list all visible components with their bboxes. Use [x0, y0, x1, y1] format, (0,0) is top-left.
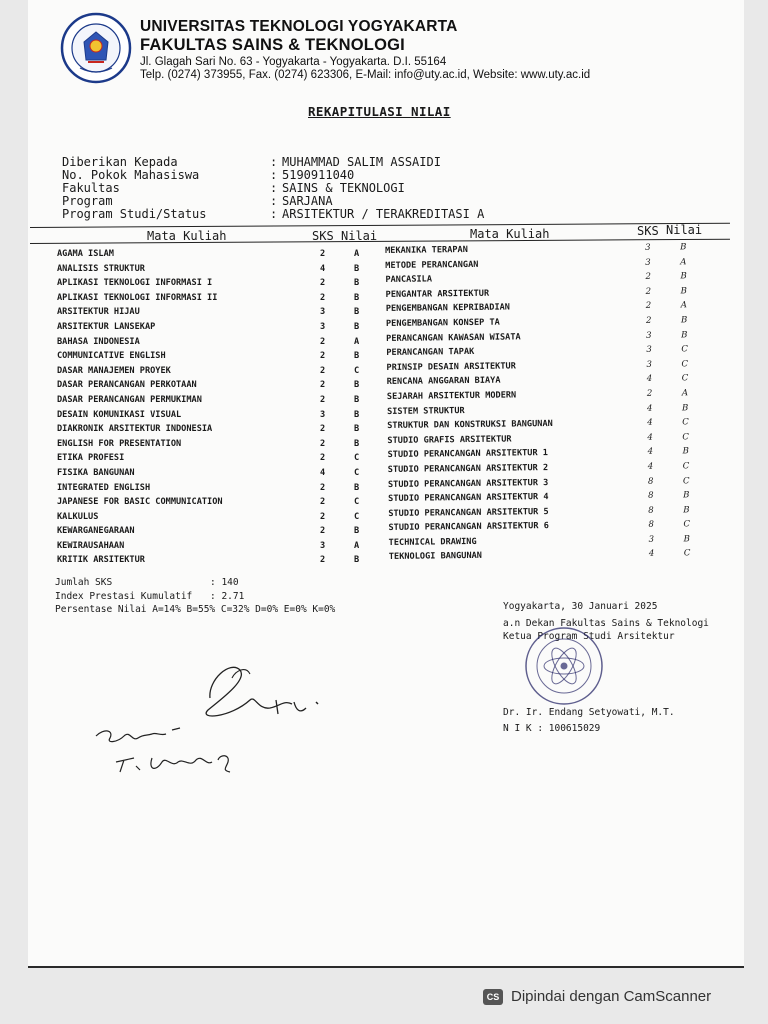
course-grade: B [354, 263, 360, 274]
info-separator: : [270, 207, 278, 221]
course-name: KEWARGANEGARAAN [57, 526, 135, 537]
course-sks: 2 [320, 424, 326, 435]
course-grade: C [681, 344, 688, 355]
course-row [57, 481, 377, 496]
info-value: MUHAMMAD SALIM ASSAIDI [282, 155, 441, 169]
course-grade: C [683, 519, 691, 530]
course-grade: B [354, 482, 360, 493]
course-grade: C [682, 461, 690, 472]
header-sks-left: SKS [312, 229, 334, 243]
course-grade: B [354, 292, 360, 303]
course-grade: C [681, 373, 689, 384]
course-sks: 2 [645, 271, 651, 283]
course-grade: C [681, 359, 689, 370]
course-sks: 2 [320, 249, 326, 259]
course-name: KEWIRAUSAHAAN [57, 540, 125, 551]
course-grade: C [354, 453, 360, 464]
course-grade: A [354, 540, 360, 551]
course-grade: B [354, 278, 360, 289]
course-sks: 3 [646, 330, 652, 341]
course-name: STUDIO PERANCANGAN ARSITEKTUR 4 [388, 492, 549, 505]
info-label: Fakultas [62, 181, 120, 195]
course-row [57, 553, 377, 568]
info-label: Diberikan Kepada [62, 155, 178, 169]
info-separator: : [270, 168, 278, 182]
info-value: ARSITEKTUR / TERAKREDITASI A [282, 207, 485, 221]
officer-nik: N I K : 100615029 [503, 723, 601, 734]
course-grade: B [354, 555, 360, 566]
course-name: STUDIO PERANCANGAN ARSITEKTUR 5 [388, 506, 549, 519]
course-row [57, 539, 377, 554]
summary-label: Index Prestasi Kumulatif [55, 590, 193, 602]
course-row [57, 495, 377, 510]
course-grade: B [354, 321, 360, 332]
course-sks: 4 [646, 374, 653, 385]
course-name: ENGLISH FOR PRESENTATION [57, 438, 182, 449]
university-logo-icon [60, 12, 132, 84]
course-name: SISTEM STRUKTUR [386, 405, 465, 417]
course-grade: B [680, 286, 687, 297]
course-sks: 4 [646, 403, 653, 414]
course-grade: B [680, 242, 687, 253]
course-name: INTEGRATED ENGLISH [57, 482, 151, 493]
document-title: REKAPITULASI NILAI [308, 104, 451, 119]
contact-line: Telp. (0274) 373955, Fax. (0274) 623306, E-Mail: info@uty.ac.id, Website: www.uty.ac.id [140, 69, 591, 81]
course-grade: B [354, 307, 360, 318]
course-name: MEKANIKA TERAPAN [385, 244, 468, 256]
course-name: STUDIO PERANCANGAN ARSITEKTUR 2 [387, 462, 549, 475]
course-sks: 4 [647, 447, 654, 458]
course-name: RENCANA ANGGARAN BIAYA [386, 375, 501, 388]
info-value: SAINS & TEKNOLOGI [282, 181, 405, 195]
course-grade: B [683, 504, 690, 516]
course-row [57, 510, 377, 525]
course-row [57, 437, 377, 452]
course-sks: 8 [648, 520, 654, 531]
course-sks: 4 [647, 417, 653, 428]
course-grade: C [354, 511, 360, 522]
course-name: TEKNOLOGI BANGUNAN [388, 551, 483, 563]
info-separator: : [270, 181, 278, 195]
course-sks: 3 [320, 540, 326, 551]
info-label: Program [62, 194, 113, 208]
course-row [57, 364, 377, 379]
course-sks: 2 [320, 278, 326, 289]
course-name: FISIKA BANGUNAN [57, 467, 135, 478]
course-row [57, 466, 377, 481]
course-name: SEJARAH ARSITEKTUR MODERN [386, 390, 517, 402]
course-name: PERANCANGAN KAWASAN WISATA [386, 331, 521, 344]
course-sks: 4 [320, 467, 326, 478]
course-name: KALKULUS [57, 511, 99, 522]
address: Jl. Glagah Sari No. 63 - Yogyakarta - Yogyakarta. D.I. 55164 [140, 56, 447, 68]
course-name: PENGEMBANGAN KONSEP TA [385, 317, 500, 329]
course-name: PRINSIP DESAIN ARSITEKTUR [386, 361, 516, 373]
course-grade: B [683, 534, 691, 545]
course-name: APLIKASI TEKNOLOGI INFORMASI I [57, 278, 213, 289]
watermark-text: Dipindai dengan CamScanner [511, 988, 712, 1005]
course-name: STUDIO PERANCANGAN ARSITEKTUR 1 [387, 448, 549, 461]
info-value: 5190911040 [282, 168, 355, 182]
course-sks: 8 [648, 505, 654, 516]
summary-value: : 140 [210, 577, 239, 588]
course-row [57, 276, 377, 291]
info-row [62, 208, 484, 221]
student-info [62, 156, 484, 221]
header-grade-right: Nilai [666, 223, 703, 237]
course-grade: A [681, 388, 689, 399]
course-grade: B [680, 315, 688, 326]
course-sks: 2 [320, 511, 326, 522]
summary-row [55, 590, 335, 604]
course-column-right [385, 240, 719, 565]
place-date: Yogyakarta, 30 Januari 2025 [503, 601, 658, 612]
officer-name: Dr. Ir. Endang Setyowati, M.T. [503, 707, 675, 718]
course-grade: B [354, 526, 360, 537]
course-grade: B [682, 446, 689, 457]
course-sks: 2 [645, 301, 652, 312]
course-sks: 3 [646, 359, 653, 370]
scanner-watermark [483, 988, 711, 1005]
course-sks: 2 [320, 394, 326, 405]
course-name: STUDIO GRAFIS ARSITEKTUR [387, 434, 512, 446]
course-grade: A [680, 300, 688, 311]
course-grade: B [680, 271, 687, 282]
course-grade: C [683, 548, 691, 559]
course-row [57, 349, 377, 364]
summary-value: : 2.71 [210, 590, 245, 602]
course-grade: B [354, 380, 360, 391]
course-sks: 4 [647, 461, 654, 472]
course-name: DIAKRONIK ARSITEKTUR INDONESIA [57, 424, 213, 435]
course-name: STUDIO PERANCANGAN ARSITEKTUR 6 [388, 521, 549, 534]
course-sks: 3 [648, 534, 655, 545]
course-name: ARSITEKTUR HIJAU [57, 307, 140, 318]
course-sks: 2 [320, 336, 326, 347]
course-sks: 4 [648, 549, 655, 560]
percentage-text: Persentase Nilai A=14% B=55% C=32% D=0% E=0% K=0% [55, 604, 336, 615]
summary [55, 576, 335, 617]
course-sks: 2 [320, 365, 326, 376]
course-row [57, 524, 377, 539]
course-grade: B [354, 424, 360, 435]
course-row [57, 320, 377, 335]
course-grade: A [680, 256, 687, 267]
camscanner-icon: CS [483, 989, 503, 1005]
course-sks: 3 [645, 242, 651, 253]
info-value: SARJANA [282, 194, 333, 208]
course-row [57, 335, 377, 350]
info-separator: : [270, 155, 278, 169]
course-name: AGAMA ISLAM [57, 249, 114, 259]
course-sks: 8 [648, 490, 654, 501]
course-sks: 2 [645, 286, 652, 297]
course-sks: 3 [320, 307, 326, 318]
sheet-edge [28, 966, 744, 968]
course-row [57, 305, 377, 320]
course-sks: 8 [647, 476, 654, 487]
course-grade: A [354, 249, 360, 259]
course-sks: 4 [647, 432, 653, 443]
signatory-line-2: Ketua Program Studi Arsitektur [503, 631, 675, 642]
course-name: ANALISIS STRUKTUR [57, 263, 145, 274]
course-grade: B [681, 402, 689, 413]
course-name: PENGEMBANGAN KEPRIBADIAN [385, 302, 511, 315]
faculty-stamp-icon [512, 624, 622, 708]
summary-label: Jumlah SKS [55, 577, 113, 588]
course-row [57, 247, 377, 262]
course-grade: B [354, 351, 360, 362]
course-row [57, 393, 377, 408]
course-row [57, 378, 377, 393]
course-grade: C [682, 432, 690, 443]
course-name: DASAR PERANCANGAN PERMUKIMAN [57, 394, 202, 405]
course-name: TECHNICAL DRAWING [388, 536, 477, 548]
course-name: METODE PERANCANGAN [385, 259, 479, 271]
course-name: KRITIK ARSITEKTUR [57, 555, 145, 566]
course-sks: 3 [645, 257, 651, 268]
course-name: STUDIO PERANCANGAN ARSITEKTUR 3 [387, 477, 549, 490]
course-name: COMMUNICATIVE ENGLISH [57, 351, 166, 362]
header-sks-right: SKS [637, 224, 659, 238]
course-name: DASAR MANAJEMEN PROYEK [57, 365, 171, 376]
course-name: JAPANESE FOR BASIC COMMUNICATION [57, 497, 223, 508]
course-sks: 2 [320, 351, 326, 362]
course-sks: 4 [320, 263, 326, 274]
info-label: Program Studi/Status [62, 207, 207, 221]
course-name: PERANCANGAN TAPAK [386, 347, 475, 359]
course-grade: B [354, 394, 360, 405]
course-name: PENGANTAR ARSITEKTUR [385, 288, 490, 300]
course-name: ARSITEKTUR LANSEKAP [57, 321, 156, 332]
course-name: DASAR PERANCANGAN PERKOTAAN [57, 380, 197, 391]
course-grade: B [354, 409, 360, 420]
course-grade: B [683, 490, 690, 501]
course-sks: 2 [320, 497, 326, 508]
university-name: UNIVERSITAS TEKNOLOGI YOGYAKARTA [140, 18, 458, 35]
course-sks: 3 [320, 321, 326, 332]
course-name: BAHASA INDONESIA [57, 336, 140, 347]
header-grade-left: Nilai [341, 229, 378, 243]
course-row [57, 291, 377, 306]
faculty-name: FAKULTAS SAINS & TEKNOLOGI [140, 36, 405, 54]
course-sks: 2 [320, 380, 326, 391]
course-sks: 3 [646, 344, 652, 355]
course-name: PANCASILA [385, 274, 433, 286]
course-sks: 2 [645, 315, 652, 326]
percentage-row [55, 603, 335, 617]
handwritten-signature-icon [80, 650, 340, 780]
course-row [57, 262, 377, 277]
info-label: No. Pokok Mahasiswa [62, 168, 200, 182]
course-grade: C [682, 475, 690, 486]
course-row [57, 422, 377, 437]
course-name: ETIKA PROFESI [57, 453, 125, 464]
course-name: STRUKTUR DAN KONSTRUKSI BANGUNAN [387, 419, 553, 432]
course-grade: C [354, 365, 360, 376]
course-name: DESAIN KOMUNIKASI VISUAL [57, 409, 182, 420]
header-course-right: Mata Kuliah [470, 227, 550, 241]
signatory-line-1: a.n Dekan Fakultas Sains & Teknologi [503, 618, 709, 629]
course-grade: B [681, 329, 688, 340]
header-course-left: Mata Kuliah [147, 229, 227, 243]
course-row [57, 451, 377, 466]
course-grade: C [682, 417, 689, 428]
course-grade: B [354, 438, 360, 449]
course-sks: 2 [320, 438, 326, 449]
course-grade: C [354, 497, 360, 508]
course-sks: 2 [320, 555, 326, 566]
officer-info [503, 705, 675, 737]
course-column-left [57, 247, 377, 568]
course-sks: 2 [320, 292, 326, 303]
summary-row [55, 576, 335, 590]
course-sks: 3 [320, 409, 326, 420]
course-sks: 2 [646, 388, 653, 399]
course-sks: 2 [320, 526, 326, 537]
info-separator: : [270, 194, 278, 208]
course-sks: 2 [320, 482, 326, 493]
course-sks: 2 [320, 453, 326, 464]
course-grade: A [354, 336, 360, 347]
course-row [57, 408, 377, 423]
course-name: APLIKASI TEKNOLOGI INFORMASI II [57, 292, 218, 303]
course-grade: C [354, 467, 360, 478]
